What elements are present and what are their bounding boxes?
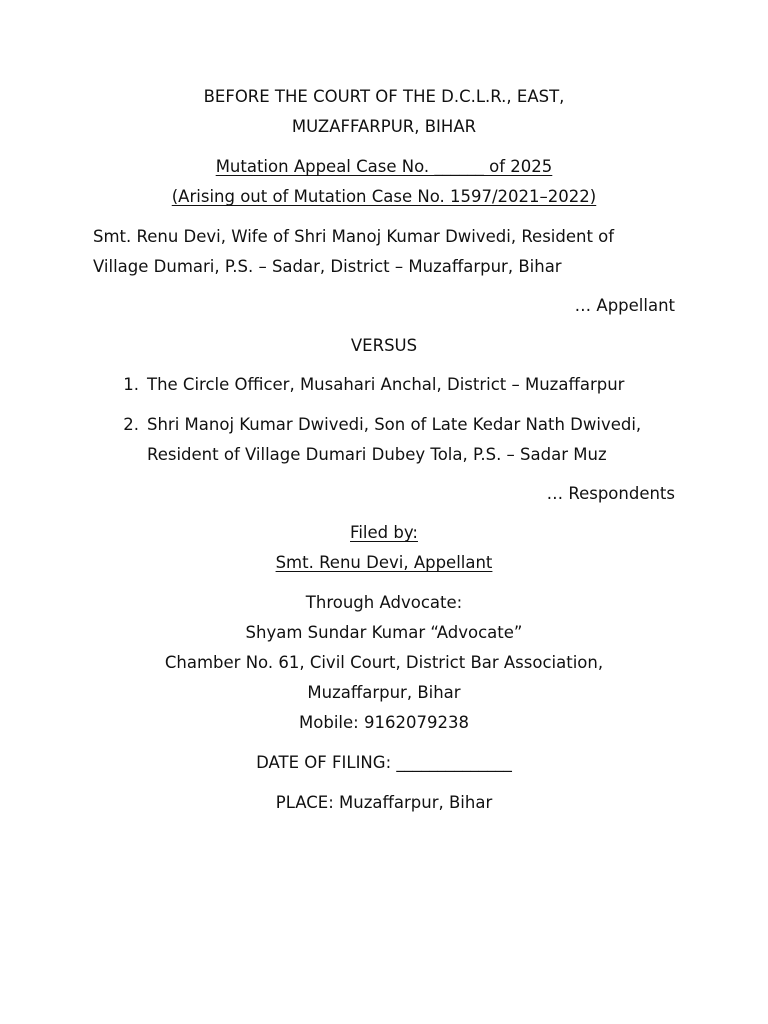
respondent-text-continued: Resident of Village Dumari Dubey Tola, P.S. – Sadar Muz [147,445,607,464]
respondent-number: 1. [123,375,139,394]
advocate-name: Shyam Sundar Kumar “Advocate” [245,623,523,642]
court-heading-line-2: MUZAFFARPUR, BIHAR [291,117,477,136]
date-of-filing-label: DATE OF FILING: [256,753,397,772]
arising-case-line: (Arising out of Mutation Case No. 1597/2021–2022) [171,187,597,206]
date-of-filing-blank: ______________ [396,753,512,772]
document-page [93,82,675,818]
respondent-text: The Circle Officer, Musahari Anchal, District – Muzaffarpur [147,375,625,394]
filed-by-name: Smt. Renu Devi, Appellant [275,553,493,572]
filed-by-label: Filed by: [350,523,418,542]
appellant-line-2: Village Dumari, P.S. – Sadar, District – Muzaffarpur, Bihar [93,257,562,276]
court-heading [93,82,675,142]
appeal-case-blank: ______ [434,157,484,176]
appeal-case-suffix: of 2025 [483,157,553,176]
respondent-text: Shri Manoj Kumar Dwivedi, Son of Late Kedar Nath Dwivedi, [147,415,642,434]
appeal-case-number [93,152,675,182]
court-heading-line-1: BEFORE THE COURT OF THE D.C.L.R., EAST, [203,87,565,106]
advocate-chamber: Chamber No. 61, Civil Court, District Bar Association, [164,653,604,672]
filed-by-block [93,518,675,578]
place-line: PLACE: Muzaffarpur, Bihar [275,793,493,812]
respondent-item-2 [93,410,675,470]
advocate-mobile: Mobile: 9162079238 [299,713,469,732]
versus-heading: VERSUS [350,336,418,355]
appellant-tag: … Appellant [574,296,675,315]
respondents-list [93,370,675,470]
respondent-number: 2. [123,415,139,434]
through-advocate-label: Through Advocate: [305,593,463,612]
advocate-block [93,588,675,738]
advocate-city: Muzaffarpur, Bihar [307,683,461,702]
date-of-filing [93,748,675,778]
appellant-description [93,222,675,282]
appeal-case-prefix: Mutation Appeal Case No. [215,157,435,176]
appellant-line-1: Smt. Renu Devi, Wife of Shri Manoj Kumar Dwivedi, Resident of [93,227,615,246]
respondents-tag: … Respondents [546,484,675,503]
respondent-item-1 [93,370,675,400]
case-title [93,152,675,212]
